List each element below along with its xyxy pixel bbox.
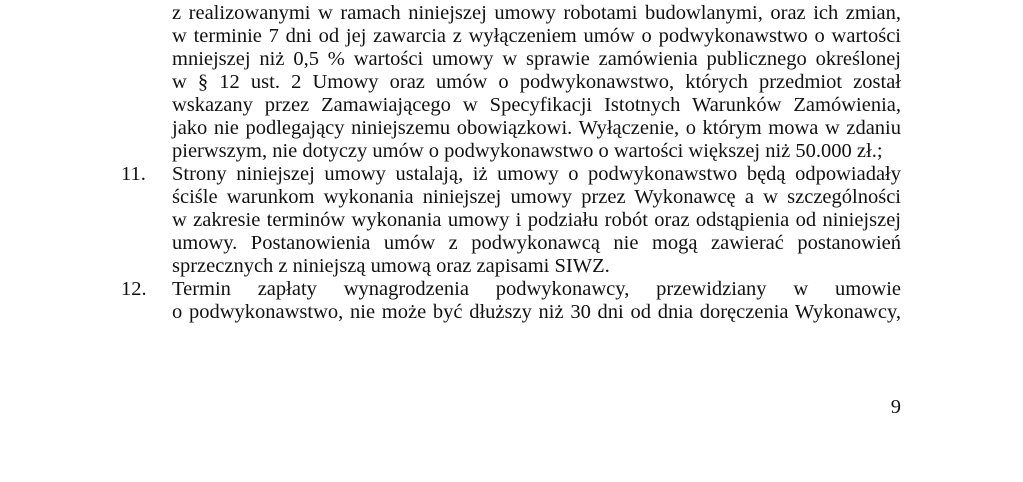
item-11-line: Strony niniejszej umowy ustalają, iż umowy o podwykonawstwo będą odpowiadały xyxy=(172,163,901,185)
paragraph-line: w terminie 7 dni od jej zawarcia z wyłączeniem umów o podwykonawstwo o wartości xyxy=(172,25,901,47)
paragraph-line: pierwszym, nie dotyczy umów o podwykonawstwo o wartości większej niż 50.000 zł.; xyxy=(172,140,883,162)
page-number: 9 xyxy=(890,396,901,418)
paragraph-line: w § 12 ust. 2 Umowy oraz umów o podwykonawstwo, których przedmiot został xyxy=(172,71,901,93)
item-12-line: Termin zapłaty wynagrodzenia podwykonawcy, przewidziany w umowie xyxy=(172,278,901,300)
paragraph-line: wskazany przez Zamawiającego w Specyfikacji Istotnych Warunków Zamówienia, xyxy=(172,94,901,116)
item-11-line: w zakresie terminów wykonania umowy i podziału robót oraz odstąpienia od niniejszej xyxy=(172,209,901,231)
item-11-line: ściśle warunkom wykonania niniejszej umowy przez Wykonawcę a w szczególności xyxy=(172,186,901,208)
item-11-line: sprzecznych z niniejszą umową oraz zapisami SIWZ. xyxy=(172,255,610,277)
paragraph-line: mniejszej niż 0,5 % wartości umowy w sprawie zamówienia publicznego określonej xyxy=(172,48,901,70)
item-number-12: 12. xyxy=(121,278,147,300)
item-11-line: umowy. Postanowienia umów z podwykonawcą nie mogą zawierać postanowień xyxy=(172,232,901,254)
item-12-line: o podwykonawstwo, nie może być dłuższy niż 30 dni od dnia doręczenia Wykonawcy, xyxy=(172,301,901,323)
item-number-11: 11. xyxy=(121,163,146,185)
paragraph-line: jako nie podlegający niniejszemu obowiązkowi. Wyłączenie, o którym mowa w zdaniu xyxy=(172,117,901,139)
paragraph-line: z realizowanymi w ramach niniejszej umowy robotami budowlanymi, oraz ich zmian, xyxy=(172,2,901,24)
